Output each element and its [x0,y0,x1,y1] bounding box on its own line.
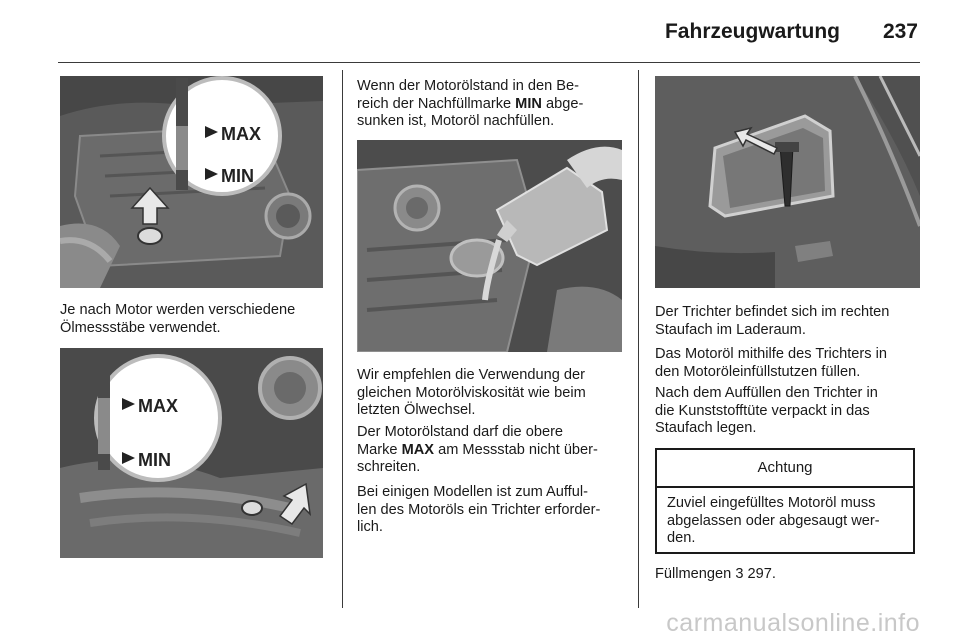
col2-text-line: Wenn der Motorölstand in den Be- [357,78,580,94]
min-mark-label-bottom: MIN [138,450,171,470]
col2-text-line: abge- [541,95,584,112]
col3-text-line: Nach dem Auffüllen den Trichter in [655,385,878,401]
col3-text-line: Staufach im Laderaum. [655,321,806,338]
oil-filling-illustration [357,140,622,352]
max-mark-reference: MAX [401,441,435,458]
min-mark-label-top: MIN [221,166,254,186]
col3-text-line: Der Trichter befindet sich im rechten [655,304,890,320]
max-mark-label-top: MAX [221,124,261,144]
column-divider-1 [342,70,343,608]
col2-paragraph-1 [357,78,632,131]
col1-text-line: Je nach Motor werden verschiedene [60,302,296,318]
page-number: 237 [882,20,918,43]
notice-text-line: Zuviel eingefülltes Motoröl muss [667,495,876,511]
dipstick-location-illustration [60,76,323,288]
caution-notice-text [657,488,913,555]
col2-text-line: lich. [357,519,383,535]
col3-paragraph-3 [655,385,925,438]
col3-text-line: Staufach legen. [655,420,757,436]
col2-text-line: Bei einigen Modellen ist zum Aufful- [357,484,588,500]
col3-text-line: die Kunststofftüte verpackt in das [655,402,870,419]
col3-text-line: Das Motoröl mithilfe des Trichters in [655,346,887,362]
col2-text-line: letzten Ölwechsel. [357,402,476,418]
watermark: carmanualsonline.info [666,609,920,637]
column-divider-2 [638,70,639,608]
funnel-location-illustration [655,76,920,288]
col3-text-line: den Motoröleinfüllstutzen füllen. [655,363,861,380]
dipstick-variant-illustration [60,348,323,558]
page-reference-arrow-icon[interactable]: 3 [735,566,744,582]
col2-text-line: Der Motorölstand darf die obere [357,424,564,440]
col2-paragraph-4 [357,484,635,537]
col2-text-line: reich der Nachfüllmarke [357,95,516,112]
col3-paragraph-2 [655,346,925,381]
col2-text-line: gleichen Motorölviskosität wie beim [357,384,586,401]
col2-text-line: len des Motoröls ein Trichter erforder- [357,501,601,518]
caution-notice-title: Achtung [657,450,913,488]
col2-paragraph-3 [357,424,632,477]
col2-text-line: Wir empfehlen die Verwendung der [357,367,585,383]
col1-paragraph [60,302,335,337]
col2-text-line: Marke [357,441,402,458]
chapter-title: Fahrzeugwartung [664,20,840,43]
header-divider [58,62,920,63]
col2-paragraph-2 [357,367,632,420]
notice-text-line: abgelassen oder abgesaugt wer- [667,512,880,529]
col2-text-line: am Messstab nicht über- [434,441,598,458]
caution-notice-box [655,448,915,554]
fill-quantities-label: Füllmengen [655,566,732,582]
col1-text-line: Ölmessstäbe verwendet. [60,319,221,336]
col2-text-line: sunken ist, Motoröl nachfüllen. [357,113,555,129]
min-mark-reference: MIN [515,95,542,112]
notice-text-line: den. [667,530,696,546]
fill-quantities-reference [655,566,925,584]
fill-quantities-page-link[interactable]: 297. [747,566,776,582]
col2-text-line: schreiten. [357,459,421,475]
col3-paragraph-1 [655,304,925,339]
max-mark-label-bottom: MAX [138,396,178,416]
